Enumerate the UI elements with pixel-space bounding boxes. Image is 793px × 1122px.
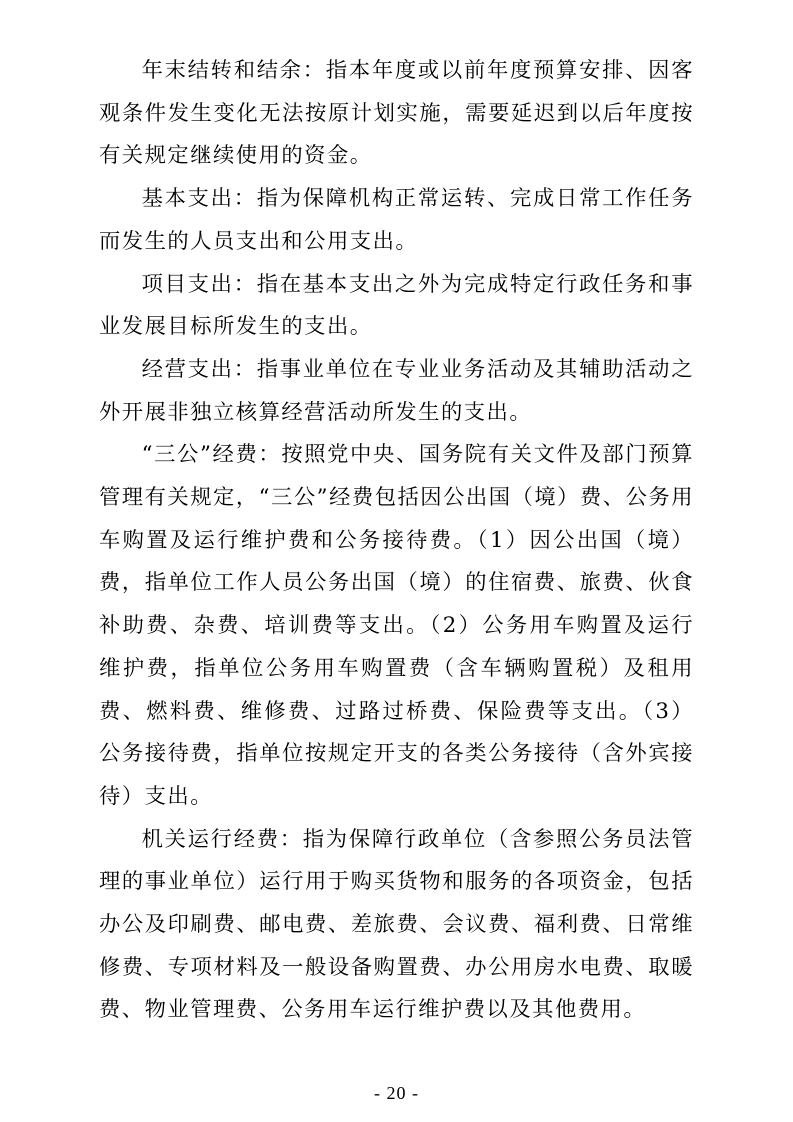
paragraph-project-expenditure: 项目支出：指在基本支出之外为完成特定行政任务和事业发展目标所发生的支出。 <box>99 271 694 340</box>
document-body <box>99 50 694 1032</box>
page-number: - 20 - <box>374 1083 419 1103</box>
paragraph-year-end-carryover: 年末结转和结余：指本年度或以前年度预算安排、因客观条件发生变化无法按原计划实施，需要延迟到以后年度按有关规定继续使用的资金。 <box>99 58 694 169</box>
paragraph-basic-expenditure: 基本支出：指为保障机构正常运转、完成日常工作任务而发生的人员支出和公用支出。 <box>99 186 694 254</box>
paragraph-agency-operating-funds: 机关运行经费：指为保障行政单位（含参照公务员法管理的事业单位）运行用于购买货物和服务的各项资金，包括办公及印刷费、邮电费、差旅费、会议费、福利费、日常维修费、专项材料及一般设备购置费、办公用房水电费、取暖费、物业管理费、公务用车运行维护费以及其他费用。 <box>99 826 694 1023</box>
paragraph-operating-expenditure: 经营支出：指事业单位在专业业务活动及其辅助活动之外开展非独立核算经营活动所发生的支出。 <box>99 356 694 425</box>
paragraph-three-public-funds: “三公”经费：按照党中央、国务院有关文件及部门预算管理有关规定，“三公”经费包括因公出国（境）费、公务用车购置及运行维护费和公务接待费。（1）因公出国（境）费，指单位工作人员公务出国（境）的住宿费、旅费、伙食补助费、杂费、培训费等支出。（2）公务用车购置及运行维护费，指单位公务用车购置费（含车辆购置税）及租用费、燃料费、维修费、过路过桥费、保险费等支出。（3）公务接待费，指单位按规定开支的各类公务接待（含外宾接待）支出。 <box>99 442 694 809</box>
